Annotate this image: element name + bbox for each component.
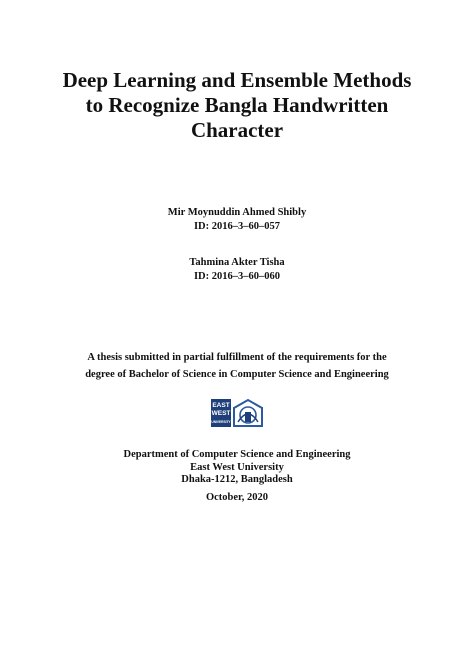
logo-text-university: UNIVERSITY bbox=[211, 420, 231, 424]
statement-line-1: A thesis submitted in partial fulfillment of the requirements for the bbox=[87, 352, 387, 363]
statement-line-2: degree of Bachelor of Science in Computer Science and Engineering bbox=[85, 369, 389, 380]
university-address: Dhaka-1212, Bangladesh bbox=[181, 474, 293, 485]
submission-date: October, 2020 bbox=[205, 492, 269, 503]
department-name: Department of Computer Science and Engineering bbox=[123, 449, 351, 460]
author-block-1 bbox=[0, 206, 474, 234]
logo-door-icon bbox=[245, 412, 251, 422]
institution-block bbox=[0, 449, 474, 487]
title-line-2: to Recognize Bangla Handwritten bbox=[85, 93, 389, 117]
author-name: Tahmina Akter Tisha bbox=[189, 257, 285, 268]
title-line-3: Character bbox=[190, 118, 284, 142]
thesis-title bbox=[0, 68, 474, 143]
university-logo bbox=[208, 392, 268, 432]
author-name: Mir Moynuddin Ahmed Shibly bbox=[167, 207, 307, 218]
author-id: ID: 2016–3–60–060 bbox=[193, 271, 281, 282]
author-id: ID: 2016–3–60–057 bbox=[193, 221, 281, 232]
author-block-2 bbox=[0, 256, 474, 284]
logo-text-west: WEST bbox=[211, 410, 231, 417]
thesis-statement bbox=[0, 349, 474, 383]
university-name: East West University bbox=[190, 461, 284, 473]
logo-text-east: EAST bbox=[212, 402, 230, 409]
title-line-1: Deep Learning and Ensemble Methods bbox=[62, 68, 412, 92]
